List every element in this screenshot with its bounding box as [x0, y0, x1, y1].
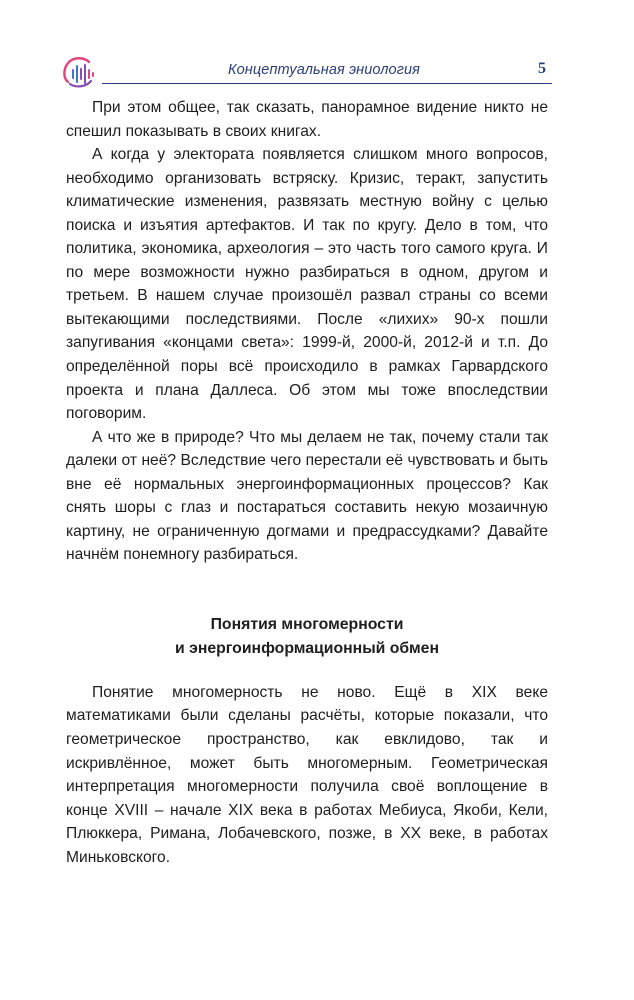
paragraph: При этом общее, так сказать, панорамное видение никто не спешил показывать в своих книгах. — [66, 99, 548, 140]
running-header-title: Концептуальная эниология — [228, 62, 420, 78]
page-body — [66, 96, 548, 869]
section-heading — [66, 613, 548, 661]
section-heading-line-1: Понятия многомерности — [210, 615, 404, 633]
section-heading-line-2: и энергоинформационный обмен — [175, 639, 439, 657]
header-divider — [102, 83, 552, 84]
page-number: 5 — [538, 60, 546, 77]
paragraph: А когда у электората появляется слишком много вопросов, необходимо организовать встряску. Кризис, теракт, запустить климатические изменения, развязать местную войну с целью поиска и изъятия артефактов. И так по кругу. Дело в том, что политика, экономика, археология – это часть того самого круга. И по мере возможности нужно разбираться в одном, другом и третьем. В нашем случае произошёл развал страны со всеми вытекающими последствиями. После «лихих» 90-х пошли запугивания «концами света»: 1999-й, 2000-й, 2012-й и т.п. До определённой поры всё происходило в рамках Гарвардского проекта и плана Даллеса. Об этом мы тоже впоследствии поговорим. — [66, 146, 548, 423]
paragraph: Понятие многомерность не ново. Ещё в XIX веке математиками были сделаны расчёты, которые показали, что геометрическое пространство, как евклидово, так и искривлённое, может быть многомерным. Геометрическая интерпретация многомерности получила своё воплощение в конце XVIII – начале XIX века в работах Мебиуса, Якоби, Кели, Плюккера, Римана, Лобачевского, позже, в XX веке, в работах Миньковского. — [66, 683, 548, 866]
logo-waveform-icon — [62, 56, 104, 90]
page-header — [62, 56, 552, 90]
paragraph: А что же в природе? Что мы делаем не так, почему стали так далеки от неё? Вследствие чего перестали её чувствовать и быть вне её нормальных энергоинформационных процессов? Как снять шоры с глаз и постараться составить некую мозаичную картину, не ограниченную догмами и предрассудками? Давайте начнём понемногу разбираться. — [66, 428, 548, 564]
